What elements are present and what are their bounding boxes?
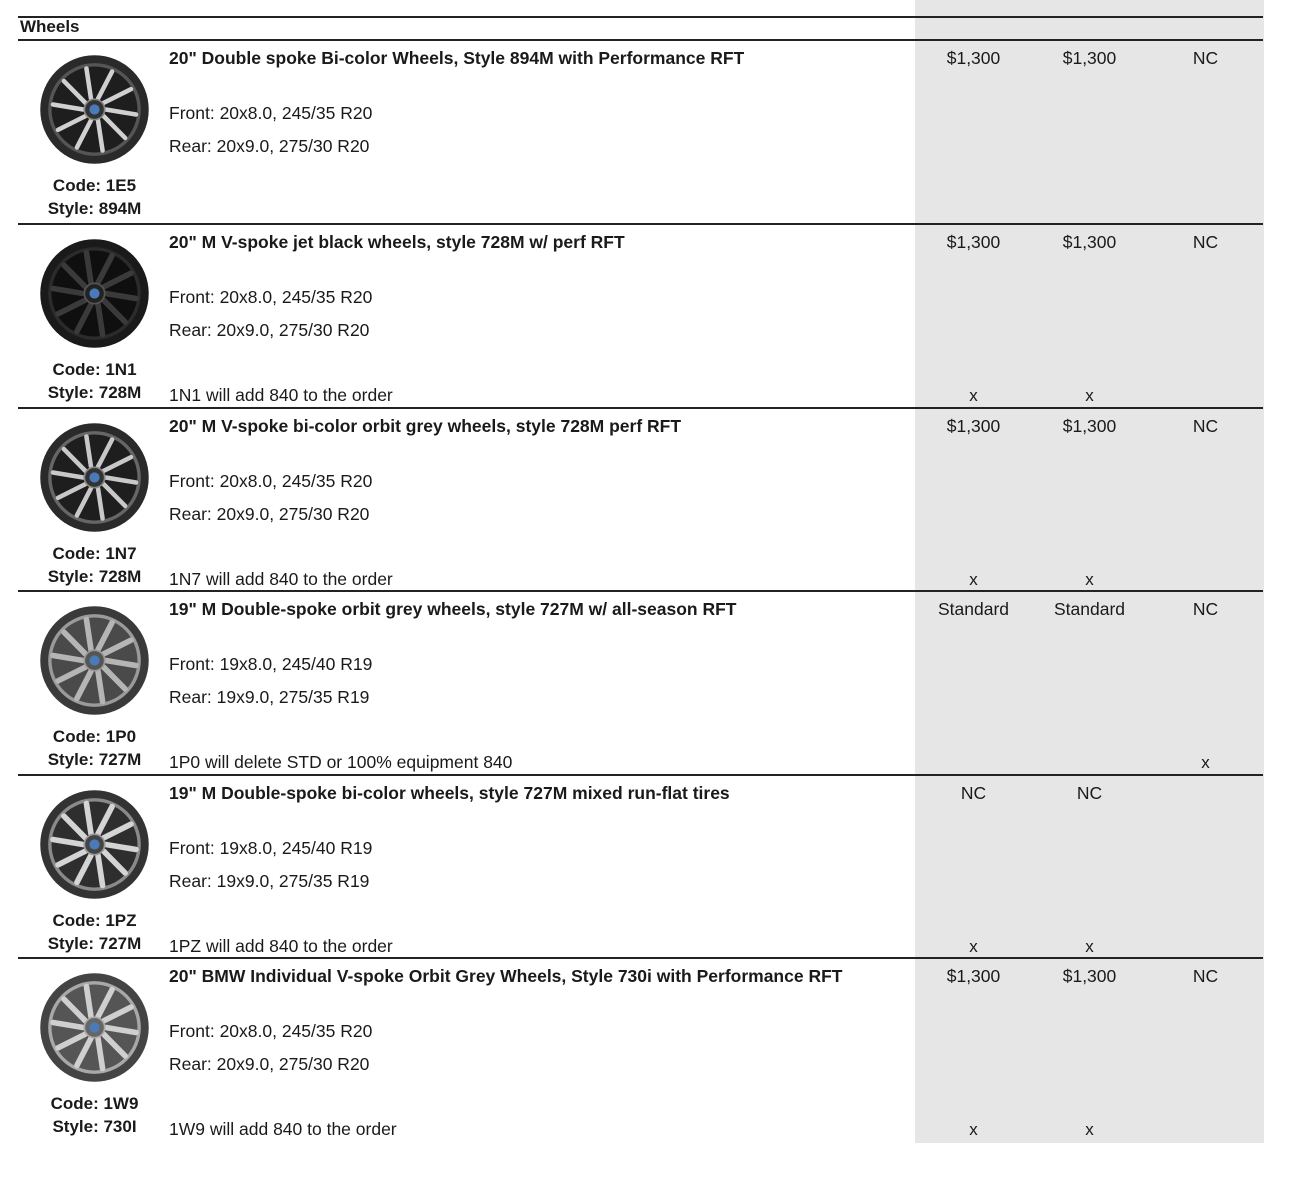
double-spoke-bicolor-wheel-icon bbox=[38, 788, 151, 901]
double-spoke-grey-wheel-icon bbox=[38, 604, 151, 717]
mark-col-1: x bbox=[969, 1120, 978, 1139]
wheel-option-row bbox=[18, 959, 1263, 1142]
wheel-code: Code: 1N7 bbox=[52, 544, 137, 563]
section-title: Wheels bbox=[20, 17, 80, 36]
wheel-style: Style: 728M bbox=[47, 383, 142, 402]
wheel-option-row bbox=[18, 592, 1263, 775]
price-col-3: NC bbox=[1192, 232, 1219, 252]
mark-col-1: x bbox=[969, 570, 978, 589]
header-top-divider bbox=[18, 16, 1263, 18]
rear-spec: Rear: 20x9.0, 275/30 R20 bbox=[169, 1054, 370, 1074]
wheel-code: Code: 1E5 bbox=[52, 176, 137, 195]
order-note: 1N1 will add 840 to the order bbox=[169, 385, 393, 405]
front-spec: Front: 20x8.0, 245/35 R20 bbox=[169, 103, 373, 123]
wheel-title: 20" BMW Individual V-spoke Orbit Grey Wheels, Style 730i with Performance RFT bbox=[169, 966, 843, 986]
price-col-3: NC bbox=[1192, 416, 1219, 436]
price-col-2: $1,300 bbox=[1062, 966, 1117, 986]
order-note: 1N7 will add 840 to the order bbox=[169, 569, 393, 589]
wheel-code: Code: 1P0 bbox=[52, 727, 137, 746]
price-col-3: NC bbox=[1192, 966, 1219, 986]
mark-col-1: x bbox=[969, 937, 978, 956]
wheel-option-row bbox=[18, 225, 1263, 408]
mark-col-2: x bbox=[1085, 570, 1094, 589]
wheel-style: Style: 727M bbox=[47, 934, 142, 953]
wheel-style: Style: 727M bbox=[47, 750, 142, 769]
wheel-code: Code: 1W9 bbox=[50, 1094, 139, 1113]
mark-col-2: x bbox=[1085, 937, 1094, 956]
rear-spec: Rear: 20x9.0, 275/30 R20 bbox=[169, 320, 370, 340]
wheel-title: 19" M Double-spoke orbit grey wheels, style 727M w/ all-season RFT bbox=[169, 599, 737, 619]
rear-spec: Rear: 19x9.0, 275/35 R19 bbox=[169, 687, 370, 707]
price-col-2: NC bbox=[1076, 783, 1103, 803]
price-col-2: $1,300 bbox=[1062, 48, 1117, 68]
wheel-style: Style: 730I bbox=[52, 1117, 137, 1136]
front-spec: Front: 19x8.0, 245/40 R19 bbox=[169, 654, 373, 674]
rear-spec: Rear: 20x9.0, 275/30 R20 bbox=[169, 136, 370, 156]
front-spec: Front: 20x8.0, 245/35 R20 bbox=[169, 1021, 373, 1041]
front-spec: Front: 19x8.0, 245/40 R19 bbox=[169, 838, 373, 858]
wheel-code: Code: 1N1 bbox=[52, 360, 137, 379]
wheel-option-row bbox=[18, 409, 1263, 592]
wheel-option-row bbox=[18, 776, 1263, 959]
wheel-style: Style: 894M bbox=[47, 199, 142, 218]
front-spec: Front: 20x8.0, 245/35 R20 bbox=[169, 287, 373, 307]
mark-col-2: x bbox=[1085, 386, 1094, 405]
wheel-title: 20" Double spoke Bi-color Wheels, Style 894M with Performance RFT bbox=[169, 48, 745, 68]
price-col-1: NC bbox=[960, 783, 987, 803]
order-note: 1PZ will add 840 to the order bbox=[169, 936, 393, 956]
wheel-title: 20" M V-spoke jet black wheels, style 728M w/ perf RFT bbox=[169, 232, 625, 252]
wheel-code: Code: 1PZ bbox=[52, 911, 137, 930]
price-col-1: $1,300 bbox=[946, 966, 1001, 986]
price-col-1: $1,300 bbox=[946, 48, 1001, 68]
wheel-option-row bbox=[18, 41, 1263, 224]
v-spoke-black-wheel-icon bbox=[38, 237, 151, 350]
double-spoke-bicolor-wheel-icon bbox=[38, 53, 151, 166]
rear-spec: Rear: 19x9.0, 275/35 R19 bbox=[169, 871, 370, 891]
front-spec: Front: 20x8.0, 245/35 R20 bbox=[169, 471, 373, 491]
mark-col-1: x bbox=[969, 386, 978, 405]
price-col-2: $1,300 bbox=[1062, 232, 1117, 252]
mark-col-3: x bbox=[1201, 753, 1210, 772]
order-note: 1W9 will add 840 to the order bbox=[169, 1119, 397, 1139]
price-col-1: Standard bbox=[937, 599, 1010, 619]
price-col-3: NC bbox=[1192, 48, 1219, 68]
wheel-title: 19" M Double-spoke bi-color wheels, style 727M mixed run-flat tires bbox=[169, 783, 730, 803]
price-col-2: $1,300 bbox=[1062, 416, 1117, 436]
price-col-2: Standard bbox=[1053, 599, 1126, 619]
v-spoke-bicolor-wheel-icon bbox=[38, 421, 151, 534]
wheel-style: Style: 728M bbox=[47, 567, 142, 586]
rear-spec: Rear: 20x9.0, 275/30 R20 bbox=[169, 504, 370, 524]
v-spoke-orbit-grey-wheel-icon bbox=[38, 971, 151, 1084]
price-col-1: $1,300 bbox=[946, 416, 1001, 436]
mark-col-2: x bbox=[1085, 1120, 1094, 1139]
order-note: 1P0 will delete STD or 100% equipment 840 bbox=[169, 752, 513, 772]
price-col-1: $1,300 bbox=[946, 232, 1001, 252]
wheel-title: 20" M V-spoke bi-color orbit grey wheels, style 728M perf RFT bbox=[169, 416, 682, 436]
price-col-3: NC bbox=[1192, 599, 1219, 619]
